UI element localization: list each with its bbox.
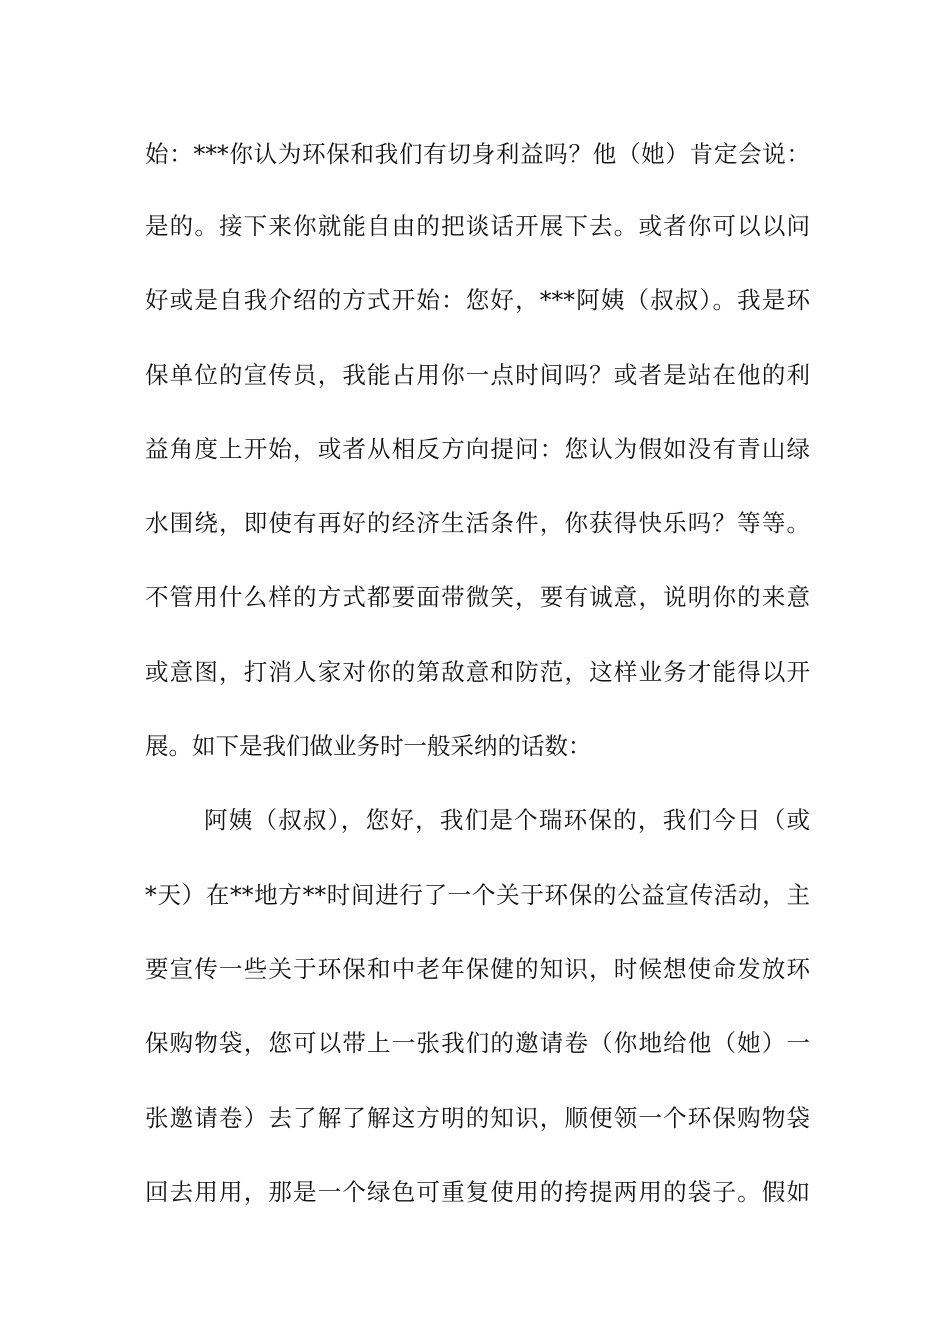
text-line-13: 保购物袋，您可以带上一张我们的邀请卷（你地给他（她）一 [145,1029,810,1057]
text-line-2: 是的。接下来你就能自由的把谈话开展下去。或者你可以以问 [145,212,810,240]
text-line-11: *天）在**地方**时间进行了一个关于环保的公益宣传活动，主 [145,881,810,909]
text-line-10: 阿姨（叔叔），您好，我们是个瑞环保的，我们今日（或 [204,806,810,834]
text-line-3: 好或是自我介绍的方式开始：您好，***阿姨（叔叔）。我是环 [145,286,810,314]
text-line-15: 回去用用，那是一个绿色可重复使用的挎提两用的袋子。假如 [145,1178,810,1206]
text-line-5: 益角度上开始，或者从相反方向提问：您认为假如没有青山绿 [145,435,810,463]
text-line-14: 张邀请卷）去了解了解这方明的知识，顺便领一个环保购物袋 [145,1104,810,1132]
text-line-7: 不管用什么样的方式都要面带微笑，要有诚意，说明你的来意 [145,583,810,611]
text-line-4: 保单位的宣传员，我能占用你一点时间吗？或者是站在他的利 [145,361,810,389]
text-line-8: 或意图，打消人家对你的第敌意和防范，这样业务才能得以开 [145,658,810,686]
text-line-9: 展。如下是我们做业务时一般采纳的话数： [145,732,592,760]
text-line-6: 水围绕，即使有再好的经济生活条件，你获得快乐吗？等等。 [145,509,810,537]
text-line-12: 要宣传一些关于环保和中老年保健的知识，时候想使命发放环 [145,955,810,983]
text-line-1: 始：***你认为环保和我们有切身利益吗？他（她）肯定会说： [145,140,810,168]
